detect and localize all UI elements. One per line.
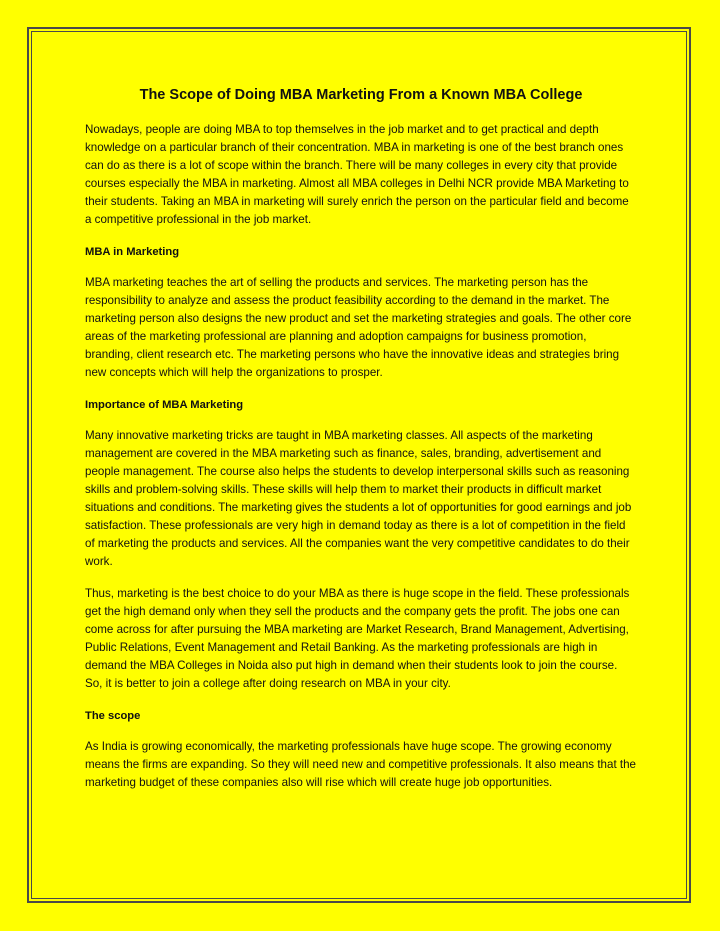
section-heading-mba-in-marketing: MBA in Marketing <box>85 246 180 258</box>
section-heading-importance: Importance of MBA Marketing <box>85 399 244 411</box>
section-paragraph: Thus, marketing is the best choice to do your MBA as there is huge scope in the field. These professionals get the high demand only when they sell the products and the company gets the profit. The jobs one can come across for after pursuing the MBA marketing are Market Research, Brand Management, Advertising, Public Relations, Event Management and Retail Banking. As the marketing professionals are high in demand the MBA Colleges in Noida also put high in demand when their students look to join the course. So, it is better to join a college after doing research on MBA in your city. <box>85 587 630 690</box>
intro-paragraph: Nowadays, people are doing MBA to top themselves in the job market and to get practical and depth knowledge on a particular branch of their concentration. MBA in marketing is one of the best branch ones can do as there is a lot of scope within the branch. There will be many colleges in every city that provide courses especially the MBA in marketing. Almost all MBA colleges in Delhi NCR provide MBA Marketing to their students. Taking an MBA in marketing will surely enrich the person on the particular field and become a competitive professional in the job market. <box>85 123 629 226</box>
section-paragraph: Many innovative marketing tricks are taught in MBA marketing classes. All aspects of the marketing management are covered in the MBA marketing such as finance, sales, branding, advertisement and people management. The course also helps the students to develop interpersonal skills such as reasoning skills and problem-solving skills. These skills will help them to market their products in difficult market situations and conditions. The marketing gives the students a lot of opportunities for good earnings and job satisfaction. These professionals are very high in demand today as there is a lot of competition in the field of marketing the products and services. All the companies want the very competitive candidates to do their work. <box>85 429 632 568</box>
section-heading-the-scope: The scope <box>85 710 141 722</box>
section-paragraph: As India is growing economically, the marketing professionals have huge scope. The growing economy means the firms are expanding. So they will need new and competitive professionals. It also means that the marketing budget of these companies also will rise which will create huge job opportunities. <box>85 740 637 789</box>
document-body <box>85 85 637 806</box>
document-title: The Scope of Doing MBA Marketing From a Known MBA College <box>139 87 583 103</box>
section-paragraph: MBA marketing teaches the art of selling the products and services. The marketing person has the responsibility to analyze and assess the product feasibility according to the demand in the market. The marketing person also designs the new product and set the marketing strategies and goals. The other core areas of the marketing professional are planning and adoption campaigns for business promotion, branding, client research etc. The marketing persons who have the innovative ideas and strategies bring new concepts which will help the organizations to prosper. <box>85 276 632 379</box>
